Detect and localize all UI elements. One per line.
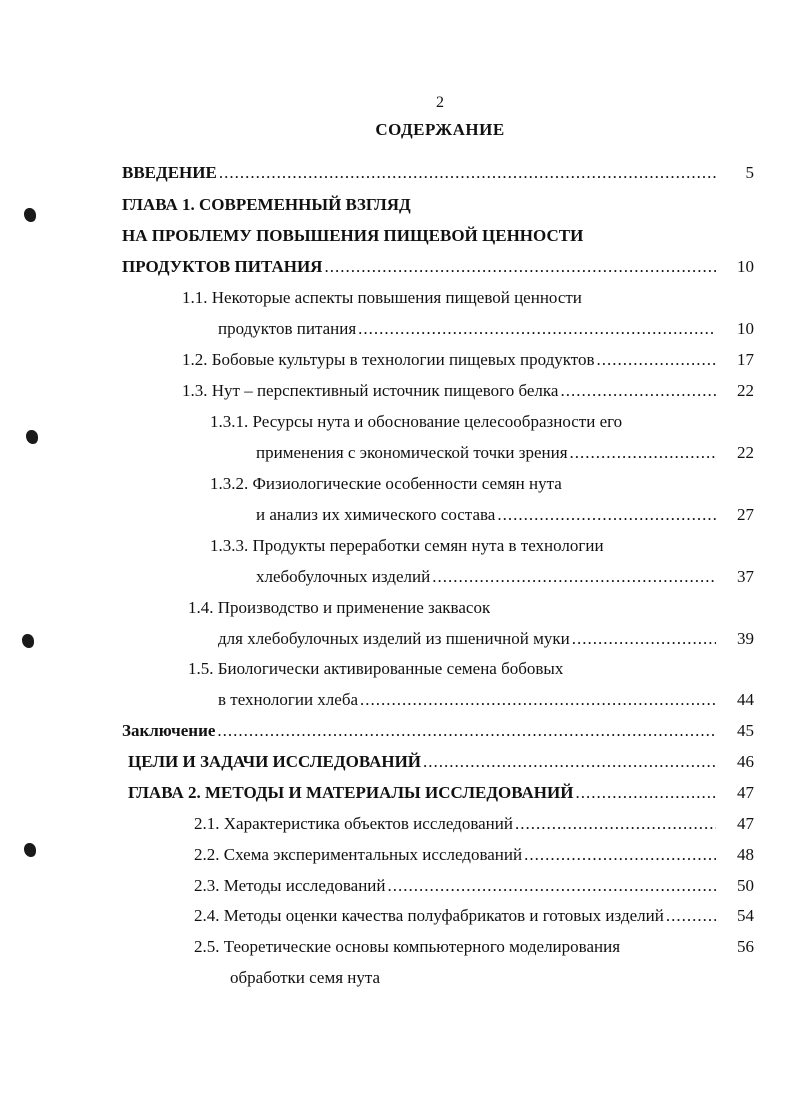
toc-page-number: 45 — [737, 721, 754, 740]
toc-page-number: 48 — [737, 845, 754, 864]
toc-entry-chapter1-line1: ГЛАВА 1. СОВРЕМЕННЫЙ ВЗГЛЯД — [122, 195, 411, 214]
toc-entry-1-5-line2 — [218, 689, 718, 711]
toc-entry-1-5-line1: 1.5. Биологически активированные семена бобовых — [188, 659, 564, 678]
toc-entry-2-3 — [194, 875, 718, 897]
toc-page-number: 56 — [737, 937, 754, 956]
dot-leader — [388, 875, 716, 897]
toc-page-number: 27 — [737, 505, 754, 524]
toc-entry-text: в технологии хлеба — [218, 690, 359, 709]
toc-entry-text: ВВЕДЕНИЕ — [122, 163, 217, 182]
scan-smudge — [24, 208, 36, 222]
dot-leader — [560, 380, 716, 402]
toc-entry-chapter1-line2: НА ПРОБЛЕМУ ПОВЫШЕНИЯ ПИЩЕВОЙ ЦЕННОСТИ — [122, 226, 584, 245]
dot-leader — [432, 566, 716, 588]
toc-entry-text: 2.2. Схема экспериментальных исследований — [194, 845, 523, 864]
toc-entry-text: 1.3. Нут – перспективный источник пищевого белка — [182, 381, 559, 400]
dot-leader — [324, 256, 716, 278]
toc-page-number: 22 — [737, 381, 754, 400]
dot-leader — [360, 689, 716, 711]
toc-entry-1-2 — [182, 349, 718, 371]
toc-page-number: 5 — [745, 163, 754, 182]
toc-entry-text: применения с экономической точки зрения — [256, 443, 568, 462]
toc-page-number: 50 — [737, 876, 754, 895]
scan-smudge — [24, 843, 36, 857]
toc-entry-1-3 — [182, 380, 718, 402]
toc-entry-1-4-line2 — [218, 628, 718, 650]
toc-entry-introduction — [122, 162, 718, 184]
toc-entry-text: и анализ их химического состава — [256, 505, 496, 524]
dot-leader — [497, 504, 716, 526]
toc-page-number: 47 — [737, 814, 754, 833]
toc-page-number: 17 — [737, 350, 754, 369]
toc-entry-1-3-2-line2 — [256, 504, 718, 526]
dot-leader — [597, 349, 717, 371]
toc-page-number: 37 — [737, 567, 754, 586]
scan-smudge — [26, 430, 38, 444]
toc-entry-1-3-3-line1: 1.3.3. Продукты переработки семян нута в технологии — [210, 536, 604, 555]
dot-leader — [358, 318, 716, 340]
toc-entry-text: ГЛАВА 2. МЕТОДЫ И МАТЕРИАЛЫ ИССЛЕДОВАНИЙ — [128, 783, 574, 802]
toc-entry-1-3-2-line1: 1.3.2. Физиологические особенности семян нута — [210, 474, 562, 493]
toc-entry-text: 2.3. Методы исследований — [194, 876, 386, 895]
toc-page-number: 54 — [737, 906, 754, 925]
dot-leader — [515, 813, 716, 835]
scan-smudge — [22, 634, 34, 648]
toc-entry-2-4 — [194, 905, 718, 927]
dot-leader — [524, 844, 716, 866]
toc-title: СОДЕРЖАНИЕ — [375, 120, 505, 139]
toc-entry-text: ПРОДУКТОВ ПИТАНИЯ — [122, 257, 323, 276]
toc-entry-text: продуктов питания — [218, 319, 357, 338]
toc-entry-1-1-line1: 1.1. Некоторые аспекты повышения пищевой ценности — [182, 288, 582, 307]
toc-entry-conclusion — [122, 720, 718, 742]
toc-entry-1-1-line2 — [218, 318, 718, 340]
toc-entry-1-3-3-line2 — [256, 566, 718, 588]
toc-page-number: 39 — [737, 629, 754, 648]
toc-entry-text: для хлебобулочных изделий из пшеничной муки — [218, 629, 570, 648]
toc-entry-1-3-1-line2 — [256, 442, 718, 464]
toc-entry-2-2 — [194, 844, 718, 866]
toc-entry-text: 2.4. Методы оценки качества полуфабрикатов и готовых изделий — [194, 906, 664, 925]
toc-entry-text: Заключение — [122, 721, 216, 740]
toc-entry-text: ЦЕЛИ И ЗАДАЧИ ИССЛЕДОВАНИЙ — [128, 752, 422, 771]
toc-page-number: 10 — [737, 319, 754, 338]
dot-leader — [423, 751, 716, 773]
toc-entry-goals — [128, 751, 718, 773]
dot-leader — [575, 782, 716, 804]
toc-page-number: 10 — [737, 257, 754, 276]
dot-leader — [666, 905, 716, 927]
toc-page-number: 44 — [737, 690, 754, 709]
toc-entry-2-5-line1: 2.5. Теоретические основы компьютерного моделирования — [194, 937, 621, 956]
toc-page-number: 22 — [737, 443, 754, 462]
toc-entry-text: хлебобулочных изделий — [256, 567, 431, 586]
page-number: 2 — [436, 94, 444, 111]
dot-leader — [217, 720, 716, 742]
toc-entry-1-4-line1: 1.4. Производство и применение заквасок — [188, 598, 491, 617]
toc-entry-text: 2.1. Характеристика объектов исследований — [194, 814, 513, 833]
dot-leader — [219, 162, 716, 184]
toc-entry-2-5-line2: обработки семя нута — [230, 968, 381, 987]
toc-entry-chapter1-line3 — [122, 256, 718, 278]
toc-page-number: 46 — [737, 752, 754, 771]
dot-leader — [570, 442, 716, 464]
toc-entry-2-1 — [194, 813, 718, 835]
toc-entry-chapter2 — [128, 782, 718, 804]
toc-entry-text: 1.2. Бобовые культуры в технологии пищевых продуктов — [182, 350, 595, 369]
toc-entry-1-3-1-line1: 1.3.1. Ресурсы нута и обоснование целесообразности его — [210, 412, 623, 431]
toc-page-number: 47 — [737, 783, 754, 802]
dot-leader — [572, 628, 716, 650]
